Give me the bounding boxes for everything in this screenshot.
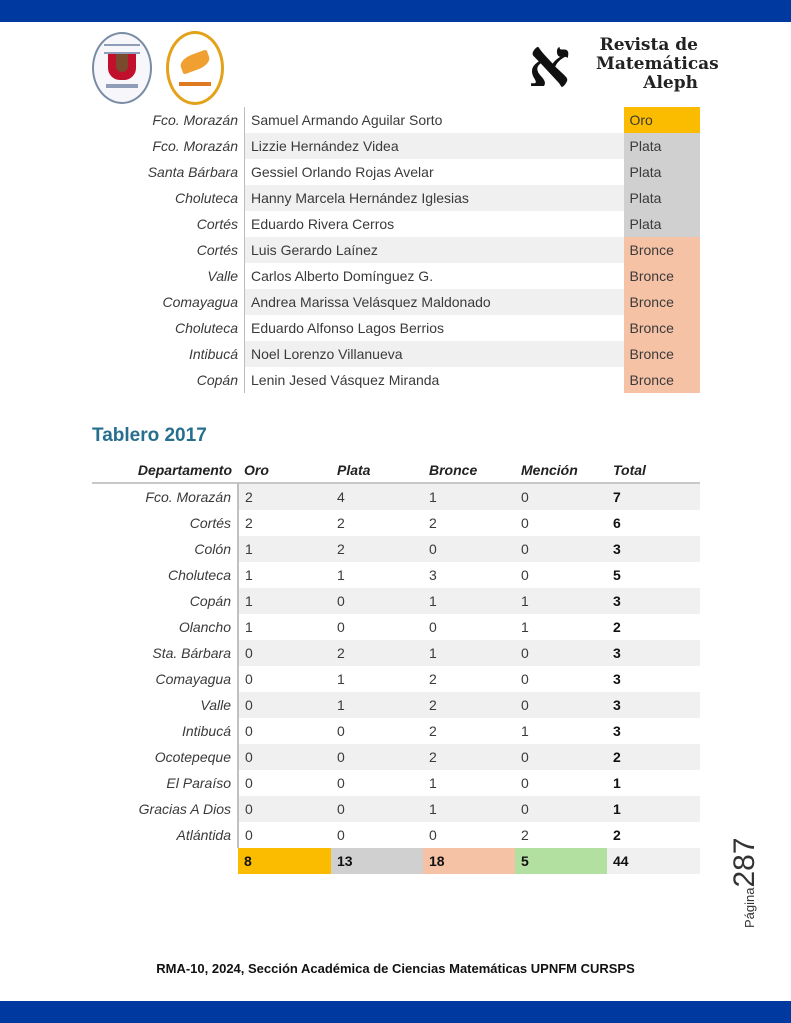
- total-cell: 3: [607, 536, 700, 562]
- mencion-cell: 0: [515, 640, 607, 666]
- board-row: [92, 666, 700, 692]
- bronce-cell: 1: [423, 640, 515, 666]
- oro-cell: 0: [238, 744, 331, 770]
- student-name-cell: Lizzie Hernández Videa: [245, 133, 624, 159]
- department-cell: Cortés: [92, 211, 245, 237]
- mencion-cell: 0: [515, 744, 607, 770]
- bronce-cell: 2: [429, 671, 437, 687]
- result-row: [92, 107, 700, 133]
- plata-cell: 1: [337, 567, 345, 583]
- plata-cell: 0: [337, 619, 345, 635]
- plata-cell: 0: [337, 723, 345, 739]
- board-totals-row: [92, 848, 700, 874]
- page-number: [728, 837, 762, 928]
- bronce-cell: 1: [423, 796, 515, 822]
- bronce-cell: 0: [429, 827, 437, 843]
- student-name-cell: Noel Lorenzo Villanueva: [245, 341, 624, 367]
- plata-cell: 2: [331, 640, 423, 666]
- medal-cell: Plata: [624, 185, 700, 211]
- total-plata: 13: [331, 848, 423, 874]
- total-mencion: 5: [515, 848, 607, 874]
- mencion-cell: 0: [521, 671, 529, 687]
- medal-cell: Bronce: [624, 315, 700, 341]
- total-cell: 1: [607, 796, 700, 822]
- result-row: [92, 315, 700, 341]
- plata-cell: 0: [331, 744, 423, 770]
- department-cell: Intibucá: [92, 718, 238, 744]
- bronce-cell: 2: [429, 723, 437, 739]
- oro-cell: 2: [238, 483, 331, 510]
- result-row: [92, 211, 700, 237]
- oro-cell: 0: [238, 796, 331, 822]
- result-row: [92, 263, 700, 289]
- student-name-cell: Samuel Armando Aguilar Sorto: [251, 112, 443, 128]
- result-row: [92, 237, 700, 263]
- total-bronce: 18: [423, 848, 515, 874]
- math-surface-icon: [178, 49, 212, 74]
- department-cell: Comayagua: [92, 666, 238, 692]
- medal-cell: Oro: [624, 107, 700, 133]
- math-section-logo: [166, 31, 224, 105]
- department-cell: Valle: [92, 263, 245, 289]
- board-row: [92, 744, 700, 770]
- oro-cell: 0: [245, 827, 253, 843]
- board-row: [92, 770, 700, 796]
- total-cell: 2: [613, 827, 621, 843]
- oro-cell: 1: [245, 567, 253, 583]
- bronce-cell: 1: [429, 775, 437, 791]
- journal-title-line: Aleph: [643, 73, 698, 93]
- plata-cell: 1: [337, 671, 345, 687]
- medal-cell: Plata: [624, 159, 700, 185]
- journal-title-line: Revista de: [599, 35, 698, 55]
- bronce-cell: 0: [429, 619, 437, 635]
- total-cell: 3: [607, 640, 700, 666]
- board-header-row: [92, 458, 700, 483]
- results-table: [92, 107, 700, 393]
- header-oro: Oro: [244, 462, 269, 478]
- journal-title: [596, 35, 719, 93]
- total-cell: 5: [613, 567, 621, 583]
- board-row: [92, 562, 700, 588]
- plata-cell: 0: [331, 588, 423, 614]
- result-row: [92, 133, 700, 159]
- total-cell: 3: [607, 692, 700, 718]
- total-cell: 7: [607, 483, 700, 510]
- student-name-cell: Luis Gerardo Laínez: [245, 237, 624, 263]
- student-name-cell: Eduardo Rivera Cerros: [251, 216, 395, 232]
- total-oro: 8: [238, 848, 331, 874]
- medal-cell: Bronce: [624, 263, 700, 289]
- department-cell: Sta. Bárbara: [92, 640, 238, 666]
- total-cell: 3: [613, 671, 621, 687]
- result-row: [92, 367, 700, 393]
- board-title: Tablero 2017: [92, 425, 207, 446]
- university-seal-logo: [92, 32, 152, 104]
- footer-citation: RMA-10, 2024, Sección Académica de Ciencias Matemáticas UPNFM CURSPS: [156, 961, 635, 976]
- oro-cell: 1: [245, 619, 253, 635]
- medal-cell: Bronce: [624, 367, 700, 393]
- department-cell: Colón: [92, 536, 238, 562]
- mencion-cell: 0: [515, 796, 607, 822]
- bronce-cell: 1: [423, 588, 515, 614]
- department-cell: Olancho: [92, 614, 238, 640]
- plata-cell: 0: [337, 775, 345, 791]
- page-label: Página: [742, 887, 757, 928]
- department-cell: Gracias A Dios: [92, 796, 238, 822]
- mencion-cell: 0: [521, 515, 529, 531]
- department-cell: Ocotepeque: [92, 744, 238, 770]
- result-row: [92, 159, 700, 185]
- board-row: [92, 588, 700, 614]
- mencion-cell: 0: [521, 775, 529, 791]
- oro-cell: 0: [238, 640, 331, 666]
- oro-cell: 0: [245, 671, 253, 687]
- oro-cell: 0: [245, 723, 253, 739]
- student-name-cell: Carlos Alberto Domínguez G.: [251, 268, 434, 284]
- department-cell: Cortés: [92, 237, 245, 263]
- department-cell: Choluteca: [92, 562, 238, 588]
- student-name-cell: Andrea Marissa Velásquez Maldonado: [245, 289, 624, 315]
- plata-cell: 2: [331, 536, 423, 562]
- oro-cell: 2: [245, 515, 253, 531]
- plata-cell: 4: [331, 483, 423, 510]
- header-bronce: Bronce: [429, 462, 478, 478]
- journal-title-line: Matemáticas: [596, 54, 719, 74]
- header-plata: Plata: [337, 462, 371, 478]
- bronce-cell: 0: [423, 536, 515, 562]
- total-cell: 2: [607, 744, 700, 770]
- bronce-cell: 1: [423, 483, 515, 510]
- oro-cell: 0: [238, 692, 331, 718]
- result-row: [92, 289, 700, 315]
- mencion-cell: 0: [521, 567, 529, 583]
- department-cell: Choluteca: [92, 185, 245, 211]
- mencion-cell: 1: [521, 723, 529, 739]
- totals-label-cell: [92, 848, 238, 874]
- seal-base-icon: [106, 84, 138, 88]
- medal-cell: Plata: [624, 133, 700, 159]
- plata-cell: 1: [331, 692, 423, 718]
- plata-cell: 0: [337, 827, 345, 843]
- bottom-banner: [0, 1001, 791, 1023]
- department-cell: Fco. Morazán: [92, 107, 245, 133]
- student-name-cell: Hanny Marcela Hernández Iglesias: [245, 185, 624, 211]
- medal-cell: Bronce: [624, 289, 700, 315]
- department-cell: Intibucá: [92, 341, 245, 367]
- total-cell: 3: [613, 723, 621, 739]
- mencion-cell: 0: [515, 483, 607, 510]
- department-cell: Fco. Morazán: [92, 133, 245, 159]
- header-total: Total: [613, 462, 646, 478]
- department-cell: Choluteca: [92, 315, 245, 341]
- board-row: [92, 796, 700, 822]
- mencion-cell: 0: [515, 692, 607, 718]
- bronce-cell: 2: [423, 744, 515, 770]
- medal-cell: Bronce: [624, 341, 700, 367]
- board-row: [92, 536, 700, 562]
- board-row: [92, 692, 700, 718]
- medal-cell: Plata: [624, 211, 700, 237]
- department-cell: El Paraíso: [92, 770, 238, 796]
- department-cell: Cortés: [92, 510, 238, 536]
- seal-building-icon: [104, 44, 140, 54]
- oro-cell: 0: [245, 775, 253, 791]
- student-name-cell: Gessiel Orlando Rojas Avelar: [251, 164, 434, 180]
- department-cell: Copán: [92, 367, 245, 393]
- page-number-value: 287: [728, 837, 761, 888]
- board-row: [92, 718, 700, 744]
- plata-cell: 2: [337, 515, 345, 531]
- board-row: [92, 510, 700, 536]
- mencion-cell: 0: [515, 536, 607, 562]
- mencion-cell: 1: [521, 619, 529, 635]
- medal-board-table: [92, 458, 700, 874]
- department-cell: Copán: [92, 588, 238, 614]
- department-cell: Fco. Morazán: [92, 483, 238, 510]
- total-grand: 44: [607, 848, 700, 874]
- department-cell: Valle: [92, 692, 238, 718]
- student-name-cell: Lenin Jesed Vásquez Miranda: [251, 372, 440, 388]
- total-cell: 6: [613, 515, 621, 531]
- math-logo-label: [179, 82, 211, 86]
- result-row: [92, 341, 700, 367]
- result-row: [92, 185, 700, 211]
- board-row: [92, 483, 700, 510]
- total-cell: 2: [613, 619, 621, 635]
- medal-cell: Bronce: [624, 237, 700, 263]
- mencion-cell: 1: [515, 588, 607, 614]
- top-banner: [0, 0, 791, 22]
- oro-cell: 1: [238, 536, 331, 562]
- total-cell: 1: [613, 775, 621, 791]
- bronce-cell: 2: [423, 692, 515, 718]
- department-cell: Santa Bárbara: [92, 159, 245, 185]
- aleph-logo-icon: א: [528, 24, 571, 102]
- total-cell: 3: [607, 588, 700, 614]
- bronce-cell: 2: [429, 515, 437, 531]
- board-row: [92, 614, 700, 640]
- department-cell: Comayagua: [92, 289, 245, 315]
- department-cell: Atlántida: [92, 822, 238, 848]
- oro-cell: 1: [238, 588, 331, 614]
- seal-u-emblem-icon: [108, 54, 136, 80]
- board-row: [92, 822, 700, 848]
- mencion-cell: 2: [521, 827, 529, 843]
- board-row: [92, 640, 700, 666]
- header-mencion: Mención: [521, 462, 578, 478]
- header-departamento: Departamento: [137, 462, 232, 478]
- plata-cell: 0: [331, 796, 423, 822]
- student-name-cell: Eduardo Alfonso Lagos Berrios: [251, 320, 445, 336]
- bronce-cell: 3: [429, 567, 437, 583]
